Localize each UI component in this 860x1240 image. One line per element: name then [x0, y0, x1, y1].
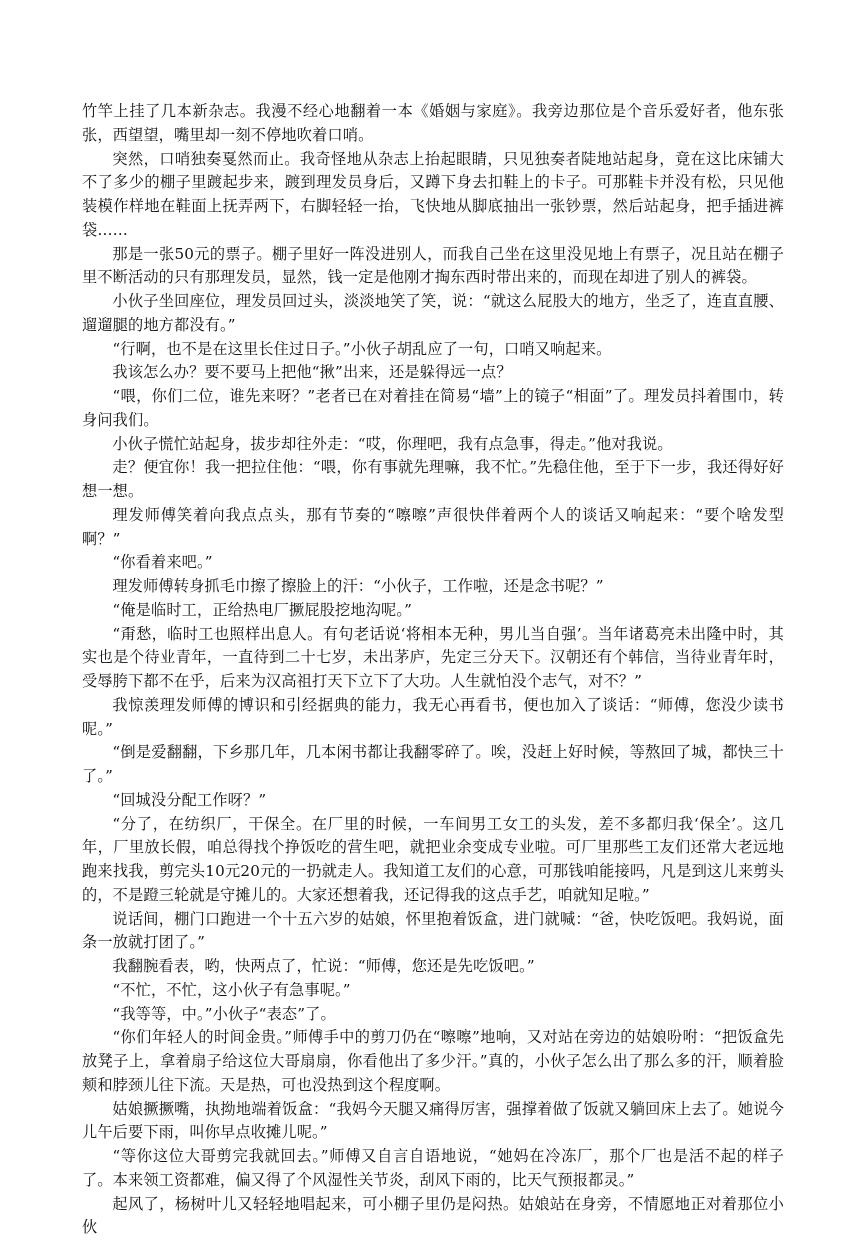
paragraph: 小伙子慌忙站起身，拔步却往外走：“哎，你理吧，我有点急事，得走。”他对我说。: [82, 433, 784, 457]
paragraph: “不忙，不忙，这小伙子有急事呢。”: [82, 979, 784, 1003]
paragraph: 竹竿上挂了几本新杂志。我漫不经心地翻着一本《婚姻与家庭》。我旁边那位是个音乐爱好者，他东张张，西望望，嘴里却一刻不停地吹着口哨。: [82, 100, 784, 148]
paragraph: “俺是临时工，正给热电厂撅屁股挖地沟呢。”: [82, 599, 784, 623]
paragraph: “甭愁，临时工也照样出息人。有句老话说‘将相本无种，男儿当自强’。当年诸葛亮未出隆中时，其实也是个待业青年，一直待到二十七岁，未出茅庐，先定三分天下。汉朝还有个韩信，当待业青年时，受辱胯下都不在乎，后来为汉高祖打天下立下了大功。人生就怕没个志气，对不？”: [82, 623, 784, 694]
paragraph: “喂，你们二位，谁先来呀？”老者已在对着挂在简易“墙”上的镜子“相面”了。理发员抖着围巾，转身问我们。: [82, 385, 784, 433]
paragraph: 起风了，杨树叶儿又轻轻地唱起来，可小棚子里仍是闷热。姑娘站在身旁，不情愿地正对着那位小伙: [82, 1193, 784, 1240]
paragraph: “回城没分配工作呀？”: [82, 789, 784, 813]
paragraph: 理发师傅转身抓毛巾擦了擦脸上的汗：“小伙子，工作啦，还是念书呢？”: [82, 575, 784, 599]
paragraph: “你看着来吧。”: [82, 551, 784, 575]
paragraph: “我等等，中。”小伙子“表态”了。: [82, 1003, 784, 1027]
paragraph: 我该怎么办？要不要马上把他“揪”出来，还是躲得远一点？: [82, 361, 784, 385]
paragraph: 我翻腕看表，哟，快两点了，忙说：“师傅，您还是先吃饭吧。”: [82, 955, 784, 979]
paragraph: 那是一张50元的票子。棚子里好一阵没进别人，而我自己坐在这里没见地上有票子，况且站在棚子里不断活动的只有那理发员，显然，钱一定是他刚才掏东西时带出来的，而现在却进了别人的裤袋。: [82, 243, 784, 291]
paragraph: 突然，口哨独奏戛然而止。我奇怪地从杂志上抬起眼睛，只见独奏者陡地站起身，竟在这比床铺大不了多少的棚子里踱起步来，踱到理发员身后，又蹲下身去扣鞋上的卡子。可那鞋卡并没有松，只见他装模作样地在鞋面上抚弄两下，右脚轻轻一抬，飞快地从脚底抽出一张钞票，然后站起身，把手插进裤袋……: [82, 148, 784, 243]
paragraph: 姑娘撅撅嘴，执拗地端着饭盒：“我妈今天腿又痛得厉害，强撑着做了饭就又躺回床上去了。她说今儿午后要下雨，叫你早点收摊儿呢。”: [82, 1098, 784, 1146]
paragraph: 我惊羡理发师傅的博识和引经据典的能力，我无心再看书，便也加入了谈话：“师傅，您没少读书呢。”: [82, 694, 784, 742]
paragraph: “等你这位大哥剪完我就回去。”师傅又自言自语地说，“她妈在冷冻厂，那个厂也是活不起的样子了。本来领工资都难，偏又得了个风湿性关节炎，刮风下雨的，比天气预报都灵。”: [82, 1145, 784, 1193]
paragraph: “你们年轻人的时间金贵。”师傅手中的剪刀仍在“嚓嚓”地响，又对站在旁边的姑娘吩咐：“把饭盒先放凳子上，拿着扇子给这位大哥扇扇，你看他出了多少汗。”真的，小伙子怎么出了那么多的汗，顺着脸颊和脖颈儿往下流。天是热，可也没热到这个程度啊。: [82, 1026, 784, 1097]
paragraph: “分了，在纺织厂，干保全。在厂里的时候，一车间男工女工的头发，差不多都归我‘保全’。这几年，厂里放长假，咱总得找个挣饭吃的营生吧，就把业余变成专业啦。可厂里那些工友们还常大老远地跑来找我，剪完头10元20元的一扔就走人。我知道工友们的心意，可那钱咱能接吗，凡是到这儿来剪头的，不是蹬三轮就是守摊儿的。大家还想着我，还记得我的这点手艺，咱就知足啦。”: [82, 813, 784, 908]
paragraph: “倒是爱翻翻，下乡那几年，几本闲书都让我翻零碎了。唉，没赶上好时候，等熬回了城，都快三十了。”: [82, 741, 784, 789]
paragraph: 理发师傅笑着向我点点头，那有节奏的“嚓嚓”声很快伴着两个人的谈话又响起来：“要个啥发型啊？”: [82, 504, 784, 552]
paragraph: 说话间，棚门口跑进一个十五六岁的姑娘，怀里抱着饭盒，进门就喊：“爸，快吃饭吧。我妈说，面条一放就打团了。”: [82, 908, 784, 956]
article-body: [82, 100, 784, 1240]
paragraph: “行啊，也不是在这里长住过日子。”小伙子胡乱应了一句，口哨又响起来。: [82, 338, 784, 362]
paragraph: 小伙子坐回座位，理发员回过头，淡淡地笑了笑，说：“就这么屁股大的地方，坐乏了，连直直腰、遛遛腿的地方都没有。”: [82, 290, 784, 338]
paragraph: 走？便宜你！我一把拉住他：“喂，你有事就先理嘛，我不忙。”先稳住他，至于下一步，我还得好好想一想。: [82, 456, 784, 504]
